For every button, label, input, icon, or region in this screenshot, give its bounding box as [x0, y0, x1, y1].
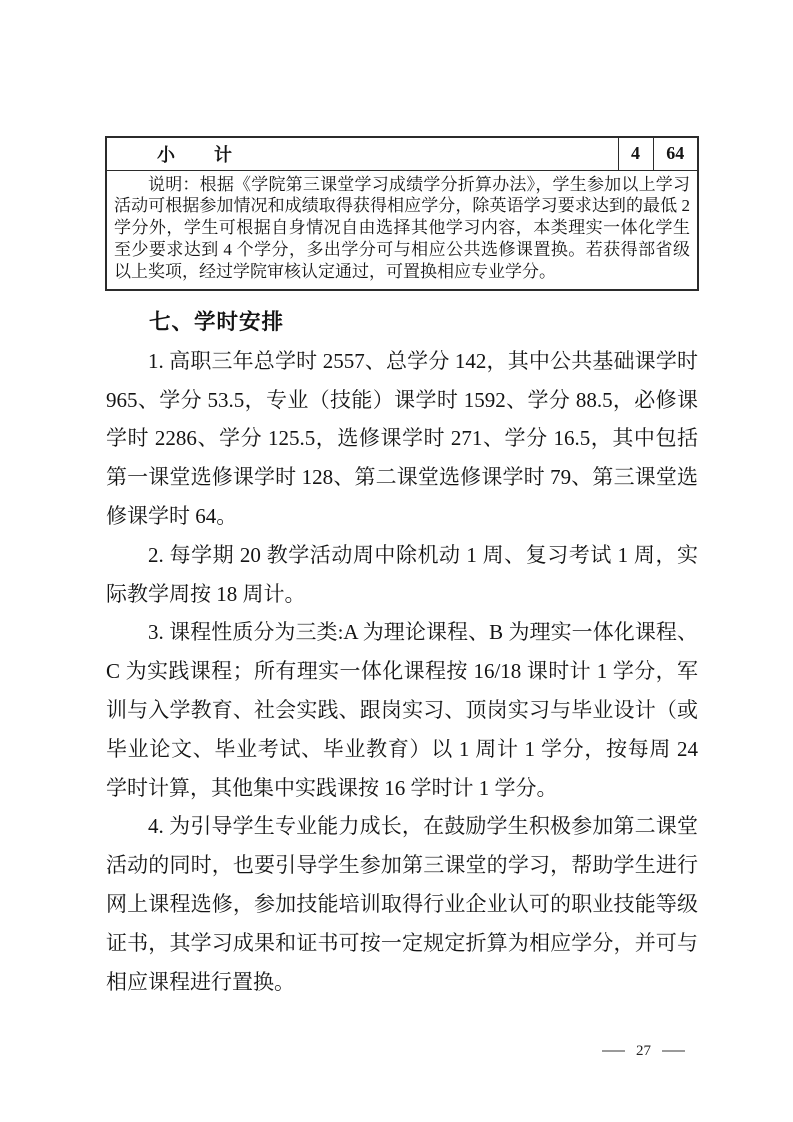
paragraph-3: 3. 课程性质分为三类:A 为理论课程、B 为理实一体化课程、C 为实践课程；所有理实一体化课程按 16/18 课时计 1 学分，军训与入学教育、社会实践、跟岗实习、顶岗实习与毕业设计（或毕业论文、毕业考试、毕业教育）以 1 周计 1 学分，按每周 24 学时计算，其他集中实践课按 16 学时计 1 学分。 [106, 620, 698, 800]
summary-table [105, 136, 699, 291]
section-heading: 七、学时安排 [149, 310, 285, 334]
paragraph-2: 2. 每学期 20 教学活动周中除机动 1 周、复习考试 1 周，实际教学周按 18 周计。 [106, 542, 698, 606]
note-text: 说明：根据《学院第三课堂学习成绩学分折算办法》，学生参加以上学习活动可根据参加情况和成绩取得获得相应学分，除英语学习要求达到的最低 2 学分外，学生可根据自身情况自由选择其他学习内容，本类理实一体化学生至少要求达到 4 个学分，多出学分可与相应公共选修课置换。若获得部省级以上奖项，经过学院审核认定通过，可置换相应专业学分。 [114, 174, 690, 281]
footer-left-dash [602, 1050, 625, 1052]
subtotal-label: 小 计 [106, 137, 618, 170]
footer-right-dash [662, 1050, 685, 1052]
subtotal-value-1: 4 [618, 137, 653, 170]
main-text-block [106, 303, 698, 1001]
subtotal-value-2: 64 [653, 137, 698, 170]
note-cell [106, 170, 698, 290]
page-number: 27 [636, 1043, 651, 1059]
paragraph-4: 4. 为引导学生专业能力成长，在鼓励学生积极参加第二课堂活动的同时，也要引导学生参加第三课堂的学习，帮助学生进行网上课程选修，参加技能培训取得行业企业认可的职业技能等级证书，其学习成果和证书可按一定规定折算为相应学分，并可与相应课程进行置换。 [106, 814, 698, 994]
page-footer [602, 1042, 685, 1060]
table-row-subtotal [106, 137, 698, 170]
paragraph-1: 1. 高职三年总学时 2557、总学分 142，其中公共基础课学时 965、学分 53.5，专业（技能）课学时 1592、学分 88.5，必修课学时 2286、学分 125.5，选修课学时 271、学分 16.5，其中包括第一课堂选修课学时 128、第二课堂选修课学时 79、第三课堂选修课学时 64。 [106, 348, 698, 528]
table-row-note [106, 170, 698, 290]
